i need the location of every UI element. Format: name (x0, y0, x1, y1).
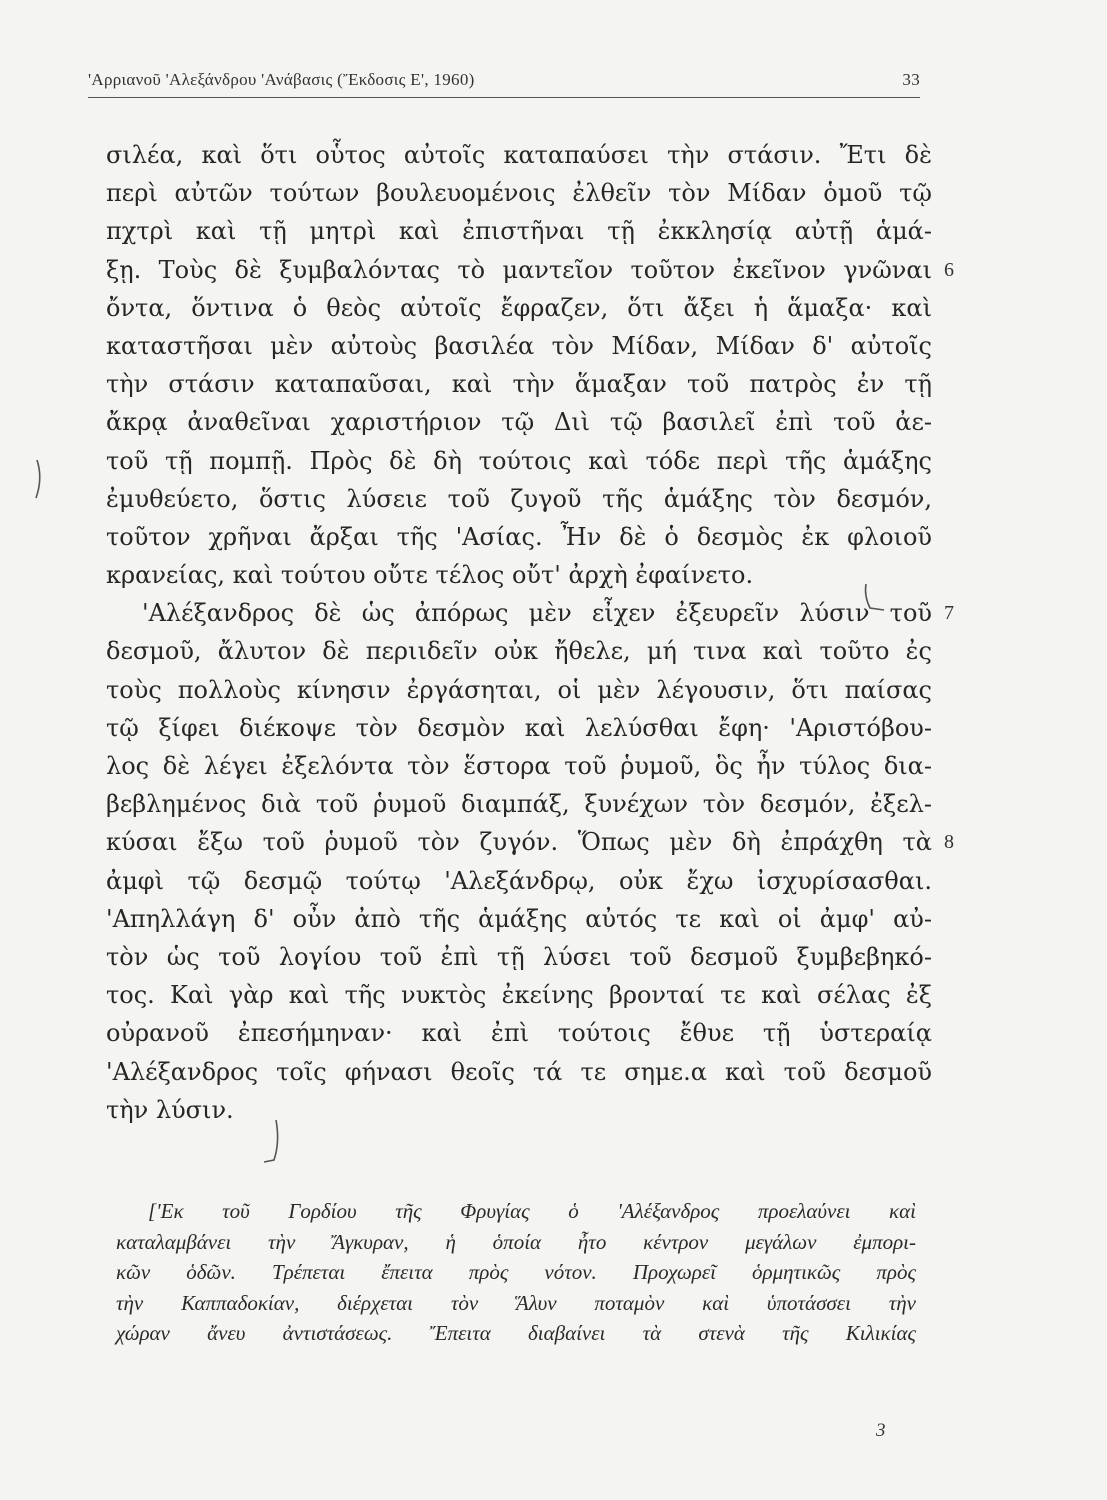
text-line: κρανείας, καὶ τούτου οὔτε τέλος οὔτ' ἀρχὴ ἐφαίνετο. (106, 561, 754, 590)
text-line: λος δὲ λέγει ἐξελόντα τὸν ἕστορα τοῦ ῥυμοῦ, ὃς ἦν τύλος δια- (106, 752, 932, 780)
margin-section-number: 6 (944, 258, 954, 281)
header-rule (88, 97, 920, 98)
text-line-with-margin (106, 251, 954, 289)
text-line: 'Απηλλάγη δ' οὖν ἀπὸ τῆς ἁμάξης αὐτός τε καὶ οἱ ἀμφ' αὐ- (106, 904, 932, 933)
text-line: τῷ ξίφει διέκοψε τὸν δεσμὸν καὶ λελύσθαι ἔφη· 'Αριστόβου- (106, 713, 932, 742)
text-line: ξῃ. Τοὺς δὲ ξυμβαλόντας τὸ μαντεῖον τοῦτον ἐκεῖνον γνῶναι (106, 255, 932, 284)
margin-section-number: 8 (944, 831, 954, 854)
text-line: περὶ αὐτῶν τούτων βουλευομένοις ἐλθεῖν τὸν Μίδαν ὁμοῦ τῷ (106, 179, 932, 208)
text-line: τὴν λύσιν. (106, 1095, 234, 1124)
text-line: ἐμυθεύετο, ὅστις λύσειε τοῦ ζυγοῦ τῆς ἁμάξης τὸν δεσμόν, (106, 484, 932, 513)
text-line: ὄντα, ὅντινα ὁ θεὸς αὐτοῖς ἔφραζεν, ὅτι ἄξει ἡ ἅμαξα· καὶ (106, 293, 932, 322)
text-line: τοὺς πολλοὺς κίνησιν ἐργάσηται, οἱ μὲν λέγουσιν, ὅτι παίσας (106, 675, 932, 704)
summary-line: καταλαμβάνει τὴν Ἄγκυραν, ἡ ὁποία ἦτο κέντρον μεγάλων ἐμπορι- (116, 1229, 916, 1254)
text-line: ἀμφὶ τῷ δεσμῷ τούτῳ 'Αλεξάνδρῳ, οὐκ ἔχω ἰσχυρίσασθαι. (106, 866, 932, 895)
text-line: δεσμοῦ, ἄλυτον δὲ περιιδεῖν οὐκ ἤθελε, μή τινα καὶ τοῦτο ἐς (106, 637, 932, 666)
signature-mark: 3 (876, 1420, 886, 1441)
text-line: βεβλημένος διὰ τοῦ ῥυμοῦ διαμπάξ, ξυνέχων τὸν δεσμόν, ἐξελ- (106, 790, 932, 819)
page-number: 33 (902, 70, 920, 89)
pencil-bracket-mark (34, 458, 44, 500)
text-line: τὸν ὡς τοῦ λογίου τοῦ ἐπὶ τῇ λύσει τοῦ δεσμοῦ ξυμβεβηκό- (106, 942, 932, 971)
text-line: τοῦ τῇ πομπῇ. Πρὸς δὲ δὴ τούτοις καὶ τόδε περὶ τῆς ἁμάξης (106, 446, 932, 475)
text-line: τὴν στάσιν καταπαῦσαι, καὶ τὴν ἅμαξαν τοῦ πατρὸς ἐν τῇ (106, 370, 932, 399)
summary-line: κῶν ὁδῶν. Τρέπεται ἔπειτα πρὸς νότον. Προχωρεῖ ὁρμητικῶς πρὸς (116, 1260, 916, 1284)
pencil-section-mark (862, 582, 888, 612)
summary-line: χώραν ἄνευ ἀντιστάσεως. Ἔπειτα διαβαίνει τὰ στενὰ τῆς Κιλικίας (116, 1321, 916, 1345)
text-line: καταστῆσαι μὲν αὐτοὺς βασιλέα τὸν Μίδαν, Μίδαν δ' αὐτοῖς (106, 331, 932, 360)
text-line: κύσαι ἔξω τοῦ ῥυμοῦ τὸν ζυγόν. Ὅπως μὲν δὴ ἐπράχθη τὰ (106, 828, 932, 857)
summary-line: τὴν Καππαδοκίαν, διέρχεται τὸν Ἅλυν ποταμὸν καὶ ὑποτάσσει τὴν (116, 1290, 916, 1315)
text-line: πχτρὶ καὶ τῇ μητρὶ καὶ ἐπιστῆναι τῇ ἐκκλησίᾳ αὐτῇ ἁμά- (106, 217, 932, 246)
summary-line: ['Εκ τοῦ Γορδίου τῆς Φρυγίας ὁ 'Αλέξανδρος προελαύνει καὶ (148, 1199, 916, 1223)
text-line: 'Αλέξανδρος δὲ ὡς ἀπόρως μὲν εἶχεν ἐξευρεῖν λύσιν τοῦ (142, 599, 932, 628)
main-text (106, 136, 954, 1129)
margin-section-number: 7 (944, 602, 954, 625)
text-line: σιλέα, καὶ ὅτι οὗτος αὐτοῖς καταπαύσει τὴν στάσιν. Ἔτι δὲ (106, 141, 932, 169)
text-line: τοῦτον χρῆναι ἄρξαι τῆς 'Ασίας. Ἦν δὲ ὁ δεσμὸς ἐκ φλοιοῦ (106, 522, 932, 551)
text-line-with-margin (106, 594, 954, 632)
running-head-title: 'Αρριανοῦ 'Αλεξάνδρου 'Ανάβασις (Ἔκδοσις Ε', 1960) (88, 70, 475, 89)
text-line: 'Αλέξανδρος τοῖς φήνασι θεοῖς τά τε σημε.α καὶ τοῦ δεσμοῦ (106, 1057, 932, 1086)
text-line: οὐρανοῦ ἐπεσήμηναν· καὶ ἐπὶ τούτοις ἔθυε τῇ ὑστεραίᾳ (106, 1019, 932, 1048)
pencil-section-mark (262, 1118, 282, 1166)
text-line: τος. Καὶ γὰρ καὶ τῆς νυκτὸς ἐκείνης βρονταί τε καὶ σέλας ἐξ (106, 981, 932, 1010)
running-head (88, 70, 920, 90)
text-line: ἄκρᾳ ἀναθεῖναι χαριστήριον τῷ Διὶ τῷ βασιλεῖ ἐπὶ τοῦ ἀε- (106, 408, 932, 437)
text-line-with-margin (106, 823, 954, 861)
editor-summary (116, 1196, 916, 1349)
